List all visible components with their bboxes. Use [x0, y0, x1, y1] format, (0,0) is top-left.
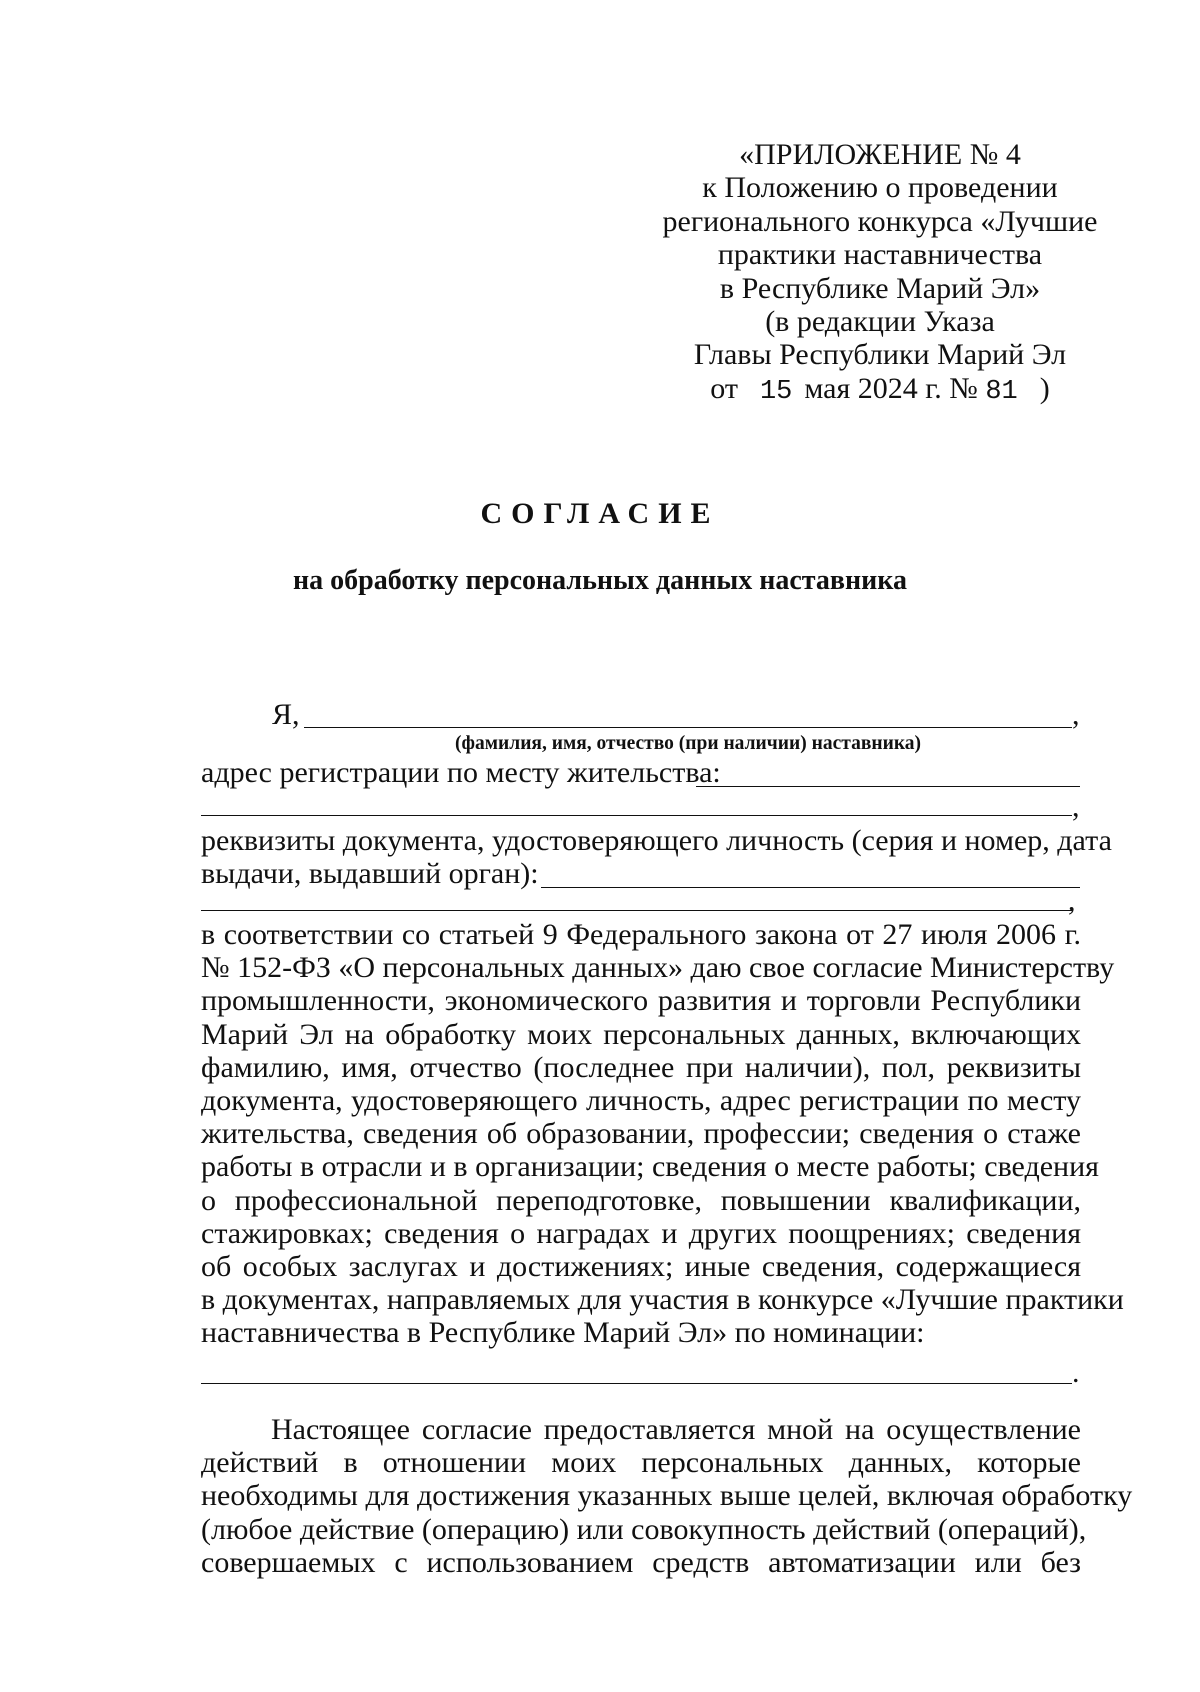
date-suffix: )	[1039, 371, 1050, 405]
document-label-line1: реквизиты документа, удостоверяющего личность (серия и номер, дата	[201, 824, 1112, 857]
paragraph-line: необходимы для достижения указанных выше целей, включая обработку	[201, 1479, 1133, 1513]
name-prefix: Я,	[272, 698, 300, 731]
paragraph-line: Марий Эл на обработку моих персональных данных, включающих	[201, 1017, 1081, 1051]
date-day: 15	[759, 376, 793, 407]
paragraph-line: промышленности, экономического развития и торговли Республики	[201, 984, 1081, 1018]
address-field-line[interactable]	[696, 786, 1080, 787]
paragraph-line: Настоящее согласие предоставляется мной на осуществление	[271, 1413, 1081, 1446]
name-field-line[interactable]	[304, 727, 1072, 728]
paragraph-line: жительства, сведения об образовании, профессии; сведения о стаже	[201, 1117, 1081, 1151]
decree-number: 81	[985, 376, 1018, 407]
paragraph-line: в документах, направляемых для участия в конкурсе «Лучшие практики	[201, 1283, 1124, 1317]
appendix-line: к Положению о проведении	[702, 171, 1058, 205]
paragraph-line: фамилию, имя, отчество (последнее при наличии), пол, реквизиты	[201, 1050, 1081, 1084]
consent-paragraph	[201, 918, 1124, 1350]
paragraph-line: работы в отрасли и в организации; сведения о месте работы; сведения	[201, 1150, 1099, 1184]
appendix-line: практики наставничества	[717, 238, 1043, 272]
nomination-field-line[interactable]	[201, 1383, 1072, 1384]
document-title: СОГЛАСИЕ	[480, 497, 720, 530]
document-comma: ,	[1068, 884, 1076, 917]
appendix-line: в Республике Марий Эл»	[719, 271, 1041, 305]
appendix-header	[650, 138, 1110, 409]
appendix-line: регионального конкурса «Лучшие	[662, 204, 1098, 238]
paragraph-line: в соответствии со статьей 9 Федерального закона от 27 июля 2006 г.	[201, 918, 1081, 951]
date-month-year: мая 2024 г. №	[804, 371, 978, 405]
paragraph-line: наставничества в Республике Марий Эл» по номинации:	[201, 1316, 925, 1350]
address-label: адрес регистрации по месту жительства:	[201, 756, 721, 789]
paragraph-line: стажировках; сведения о наградах и других поощрениях; сведения	[201, 1216, 1081, 1250]
appendix-line: (в редакции Указа	[765, 305, 995, 339]
nomination-period: .	[1072, 1356, 1080, 1389]
paragraph-line: № 152-ФЗ «О персональных данных» даю свое согласие Министерству	[201, 951, 1115, 985]
document-field-line[interactable]	[541, 887, 1080, 888]
paragraph-line: об особых заслугах и достижениях; иные сведения, содержащиеся	[201, 1250, 1081, 1284]
decree-date-line	[650, 372, 1110, 409]
date-prefix: от	[710, 371, 738, 405]
document-subtitle: на обработку персональных данных наставника	[293, 565, 907, 596]
address-field-line-2[interactable]	[201, 815, 1072, 816]
paragraph-line: (любое действие (операцию) или совокупность действий (операций),	[201, 1512, 1087, 1546]
appendix-line: Главы Республики Марий Эл	[693, 338, 1067, 372]
document-field-line-2[interactable]	[201, 910, 1072, 911]
paragraph-line: документа, удостоверяющего личность, адрес регистрации по месту	[201, 1084, 1081, 1118]
document-label-line2: выдачи, выдавший орган):	[201, 857, 539, 890]
paragraph-line: действий в отношении моих персональных данных, которые	[201, 1446, 1081, 1480]
name-comma: ,	[1072, 698, 1080, 731]
appendix-line: «ПРИЛОЖЕНИЕ № 4	[739, 138, 1021, 171]
paragraph-line: о профессиональной переподготовке, повышении квалификации,	[201, 1183, 1081, 1217]
consent-paragraph-2	[201, 1413, 1133, 1579]
address-comma: ,	[1072, 790, 1080, 823]
name-caption: (фамилия, имя, отчество (при наличии) наставника)	[455, 733, 922, 754]
paragraph-line: совершаемых с использованием средств автоматизации или без	[201, 1545, 1081, 1579]
